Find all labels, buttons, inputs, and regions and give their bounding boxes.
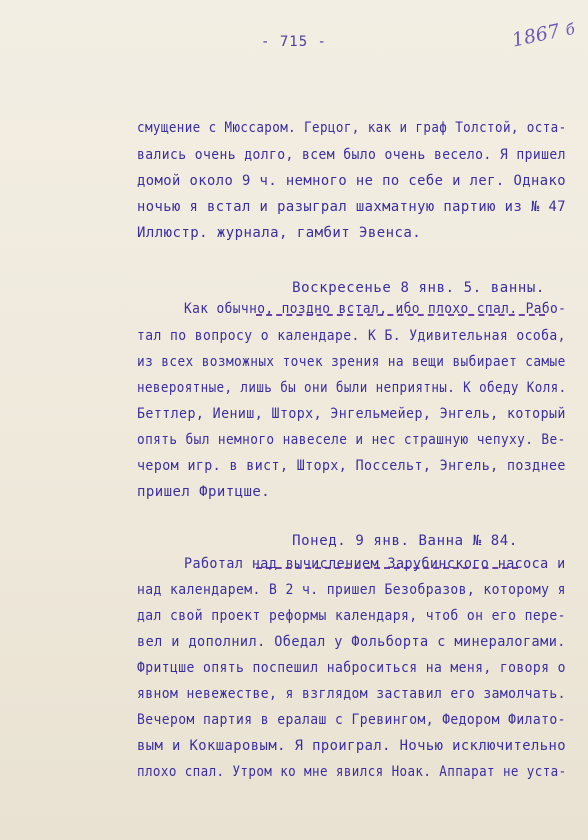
entry-heading-text: Понед. 9 янв. Ванна № 84. — [292, 533, 518, 549]
text-line: Вечером партия в ералаш с Гревингом, Федором Филато- — [137, 712, 566, 728]
text-line: вел и дополнил. Обедал у Фольборта с минералогами. — [137, 634, 566, 650]
text-line: дал свой проект реформы календаря, чтоб он его пере- — [137, 608, 566, 624]
text-line: Иллюстр. журнала, гамбит Эвенса. — [137, 225, 422, 241]
text-line: тал по вопросу о календаре. К Б. Удивительная особа, — [137, 328, 566, 344]
text-line: Беттлер, Иениш, Шторх, Энгельмейер, Энгель, который — [137, 406, 566, 422]
text-line: пришел Фритцше. — [137, 484, 271, 500]
text-line: Как обычно, поздно встал, ибо плохо спал. Рабо- — [184, 301, 567, 317]
text-line: из всех возможных точек зрения на вещи выбирает самые — [137, 354, 566, 370]
text-line: явном невежестве, я взглядом заставил его замолчать. — [137, 686, 566, 702]
handwritten-suffix: б — [563, 19, 577, 40]
text-line: невероятные, лишь бы они были неприятны. К обеду Коля. — [137, 380, 567, 396]
text-line: ночью я встал и разыграл шахматную партию из № 47 — [137, 199, 566, 215]
text-line: смущение с Мюссаром. Герцог, как и граф Толстой, оста- — [137, 120, 567, 136]
handwritten-year: 1867 — [510, 19, 562, 52]
text-line: над календарем. В 2 ч. пришел Безобразов, которому я — [137, 582, 566, 598]
text-line: опять был немного навеселе и нес страшную чепуху. Ве- — [137, 432, 566, 448]
text-line: чером игр. в вист, Шторх, Поссельт, Энгель, позднее — [137, 458, 566, 474]
text-line: плохо спал. Утром ко мне явился Ноак. Аппарат не уста- — [137, 764, 567, 780]
text-line: домой около 9 ч. немного не по себе и лег. Однако — [137, 173, 566, 189]
text-line: вались очень долго, всем было очень весело. Я пришел — [137, 147, 566, 163]
text-line: Фритцше опять поспешил наброситься на меня, говоря о — [137, 660, 566, 676]
page-number: - 715 - — [260, 34, 327, 50]
text-line: вым и Кокшаровым. Я проиграл. Ночью исключительно — [137, 738, 566, 754]
text-line: Работал над вычислением Зарубинского насоса и — [184, 556, 566, 572]
entry-heading-text: Воскресенье 8 янв. 5. ванны. — [292, 280, 545, 296]
